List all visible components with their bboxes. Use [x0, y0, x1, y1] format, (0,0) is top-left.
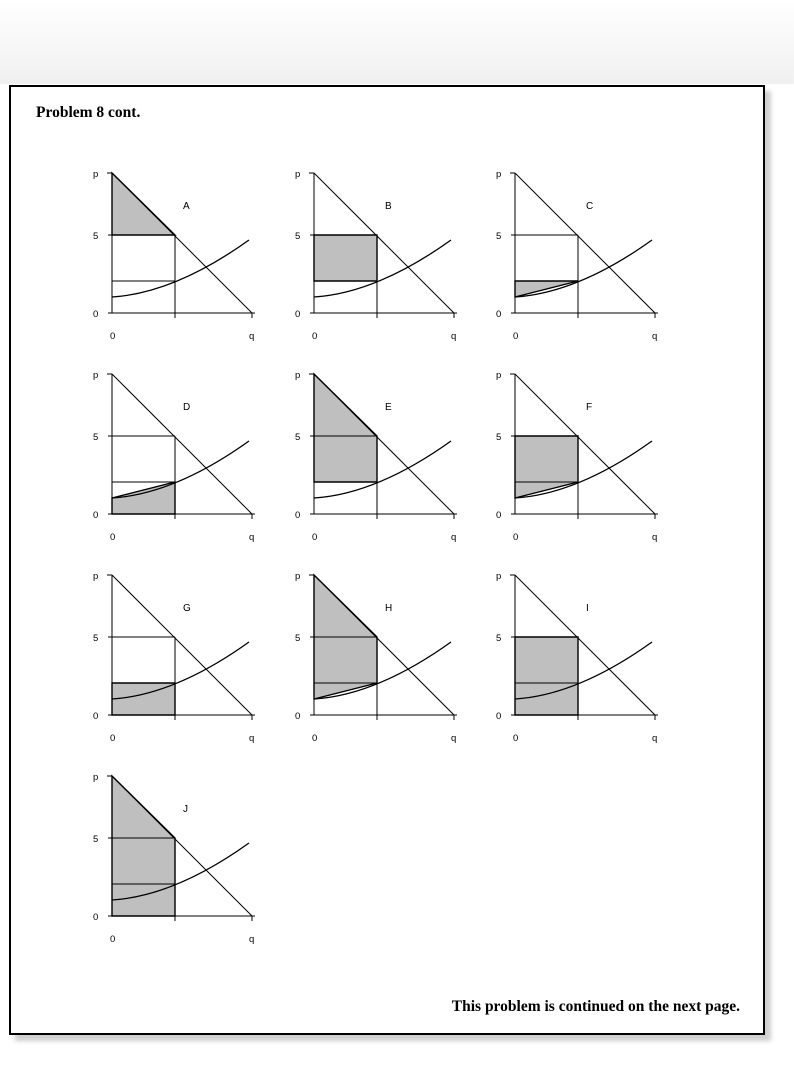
tick-label-5: 5	[93, 231, 99, 242]
panel-label: D	[183, 402, 191, 413]
panel-b	[295, 169, 457, 342]
tick-label-5: 5	[295, 432, 301, 443]
continued-note: This problem is continued on the next page.	[451, 998, 740, 1015]
tick-label-5: 5	[295, 231, 301, 242]
p-axis-label: p	[295, 571, 301, 582]
panel-label: H	[385, 603, 393, 614]
tick-label-0: 0	[295, 711, 301, 722]
tick-label-5: 5	[93, 432, 99, 443]
panel-c	[496, 169, 658, 342]
panel-i	[496, 571, 658, 744]
panel-d	[93, 370, 255, 543]
origin-label: 0	[513, 733, 519, 744]
q-axis-label: q	[652, 331, 658, 342]
tick-label-0: 0	[496, 711, 502, 722]
tick-label-0: 0	[93, 510, 99, 521]
page-heading: Problem 8 cont.	[36, 104, 141, 121]
panel-g	[93, 571, 255, 744]
q-axis-label: q	[249, 331, 255, 342]
panel-label: F	[586, 402, 593, 413]
tick-label-0: 0	[295, 510, 301, 521]
p-axis-label: p	[496, 571, 502, 582]
tick-label-5: 5	[496, 432, 502, 443]
origin-label: 0	[513, 331, 519, 342]
demand-line	[112, 173, 252, 313]
origin-label: 0	[513, 532, 519, 543]
tick-label-5: 5	[93, 633, 99, 644]
tick-label-0: 0	[295, 309, 301, 320]
p-axis-label: p	[93, 772, 99, 783]
q-axis-label: q	[652, 733, 658, 744]
shaded-area	[515, 637, 578, 715]
supply-curve	[112, 441, 249, 498]
shaded-area	[515, 281, 578, 297]
shaded-area	[515, 436, 578, 498]
p-axis-label: p	[295, 169, 301, 180]
shaded-area	[314, 235, 377, 281]
tick-label-0: 0	[496, 309, 502, 320]
panel-label: A	[183, 201, 190, 212]
supply-curve	[112, 240, 249, 297]
p-axis-label: p	[93, 370, 99, 381]
origin-label: 0	[312, 733, 318, 744]
panel-h	[295, 571, 457, 744]
tick-label-5: 5	[496, 633, 502, 644]
p-axis-label: p	[295, 370, 301, 381]
q-axis-label: q	[652, 532, 658, 543]
tick-label-0: 0	[93, 912, 99, 923]
panel-label: J	[183, 804, 188, 815]
tick-label-5: 5	[295, 633, 301, 644]
p-axis-label: p	[93, 169, 99, 180]
panel-label: I	[586, 603, 589, 614]
q-axis-label: q	[249, 934, 255, 945]
panel-label: B	[385, 201, 392, 212]
q-axis-label: q	[451, 532, 457, 543]
panel-a	[93, 169, 255, 342]
origin-label: 0	[110, 934, 116, 945]
p-axis-label: p	[93, 571, 99, 582]
q-axis-label: q	[249, 733, 255, 744]
p-axis-label: p	[496, 370, 502, 381]
panel-label: G	[183, 603, 191, 614]
tick-label-0: 0	[496, 510, 502, 521]
tick-label-5: 5	[496, 231, 502, 242]
tick-label-5: 5	[93, 834, 99, 845]
tick-label-0: 0	[93, 309, 99, 320]
panel-label: C	[586, 201, 594, 212]
panel-label: E	[385, 402, 392, 413]
q-axis-label: q	[451, 331, 457, 342]
origin-label: 0	[312, 331, 318, 342]
tick-label-0: 0	[93, 711, 99, 722]
panel-f	[496, 370, 658, 543]
q-axis-label: q	[451, 733, 457, 744]
p-axis-label: p	[496, 169, 502, 180]
origin-label: 0	[110, 532, 116, 543]
panel-j	[93, 772, 255, 945]
panel-e	[295, 370, 457, 543]
origin-label: 0	[110, 331, 116, 342]
origin-label: 0	[312, 532, 318, 543]
q-axis-label: q	[249, 532, 255, 543]
origin-label: 0	[110, 733, 116, 744]
